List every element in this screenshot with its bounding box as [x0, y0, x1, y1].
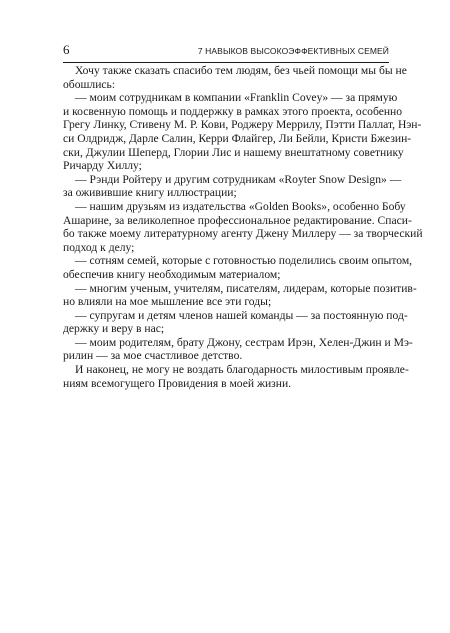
text-line: — многим ученым, учителям, писателям, лидерам, которые позитив- — [75, 281, 417, 295]
paragraph-royter-snow — [63, 172, 402, 200]
paragraph-intro — [63, 64, 407, 91]
text-line: — моим сотрудникам в компании «Franklin Covey» — за прямую — [75, 91, 398, 105]
paragraph-families — [63, 254, 413, 281]
text-line: — Рэнди Ройтеру и другим сотрудникам «Royter Snow Design» — — [75, 172, 402, 186]
text-line: держку и веру в нас; — [63, 322, 165, 336]
text-line: бо также моему литературному агенту Джену Миллеру — за творческий — [63, 227, 423, 241]
paragraph-scholars — [63, 281, 417, 309]
text-line: — супругам и детям членов нашей команды — за постоянную под- — [75, 308, 408, 322]
text-line: — сотням семей, которые с готовностью поделились своим опытом, — [75, 254, 413, 268]
text-line: за оживившие книгу иллюстрации; — [63, 186, 237, 200]
text-line: — моим родителям, брату Джону, сестрам Ирэн, Хелен-Джин и Мэ- — [75, 335, 413, 349]
text-line: Ашарине, за великолепное профессиональное редактирование. Спаси- — [63, 213, 412, 227]
text-line: Хочу также сказать спасибо тем людям, без чьей помощи мы бы не — [75, 64, 407, 77]
text-line: Грегу Линку, Стивену М. Р. Кови, Роджеру Меррилу, Пэтти Паллат, Нэн- — [63, 118, 422, 132]
text-line: — нашим друзьям из издательства «Golden Books», особенно Бобу — [75, 199, 406, 213]
paragraph-parents — [63, 335, 413, 363]
page-number: 6 — [63, 42, 70, 57]
text-line: ниям всемогущего Провидения в моей жизни. — [63, 376, 292, 390]
text-line: Ричарду Хиллу; — [63, 159, 142, 173]
body-text — [63, 64, 423, 390]
paragraph-franklin-covey — [63, 91, 422, 173]
text-line: обошлись: — [63, 77, 116, 91]
text-line: ски, Джулии Шеперд, Глории Лис и нашему внештатному советнику — [63, 145, 404, 159]
text-line: си Олдридж, Дарле Салин, Керри Флайгер, Ли Бейли, Кристи Бжезин- — [63, 131, 412, 145]
running-header — [63, 42, 389, 63]
text-line: и косвенную помощь и поддержку в рамках этого проекта, особенно — [63, 104, 403, 118]
text-line: но влияли на мое мышление все эти годы; — [63, 295, 272, 309]
paragraph-golden-books — [63, 199, 423, 254]
book-title: 7 НАВЫКОВ ВЫСОКОЭФФЕКТИВНЫХ СЕМЕЙ — [197, 46, 389, 56]
text-line: обеспечив книгу необходимым материалом; — [63, 267, 281, 281]
paragraph-providence — [63, 363, 409, 390]
text-line: И наконец, не могу не воздать благодарность милостивым проявле- — [75, 363, 409, 377]
text-line: рилин — за мое счастливое детство. — [63, 349, 243, 363]
paragraph-team-families — [63, 308, 408, 336]
text-line: подход к делу; — [63, 240, 135, 254]
